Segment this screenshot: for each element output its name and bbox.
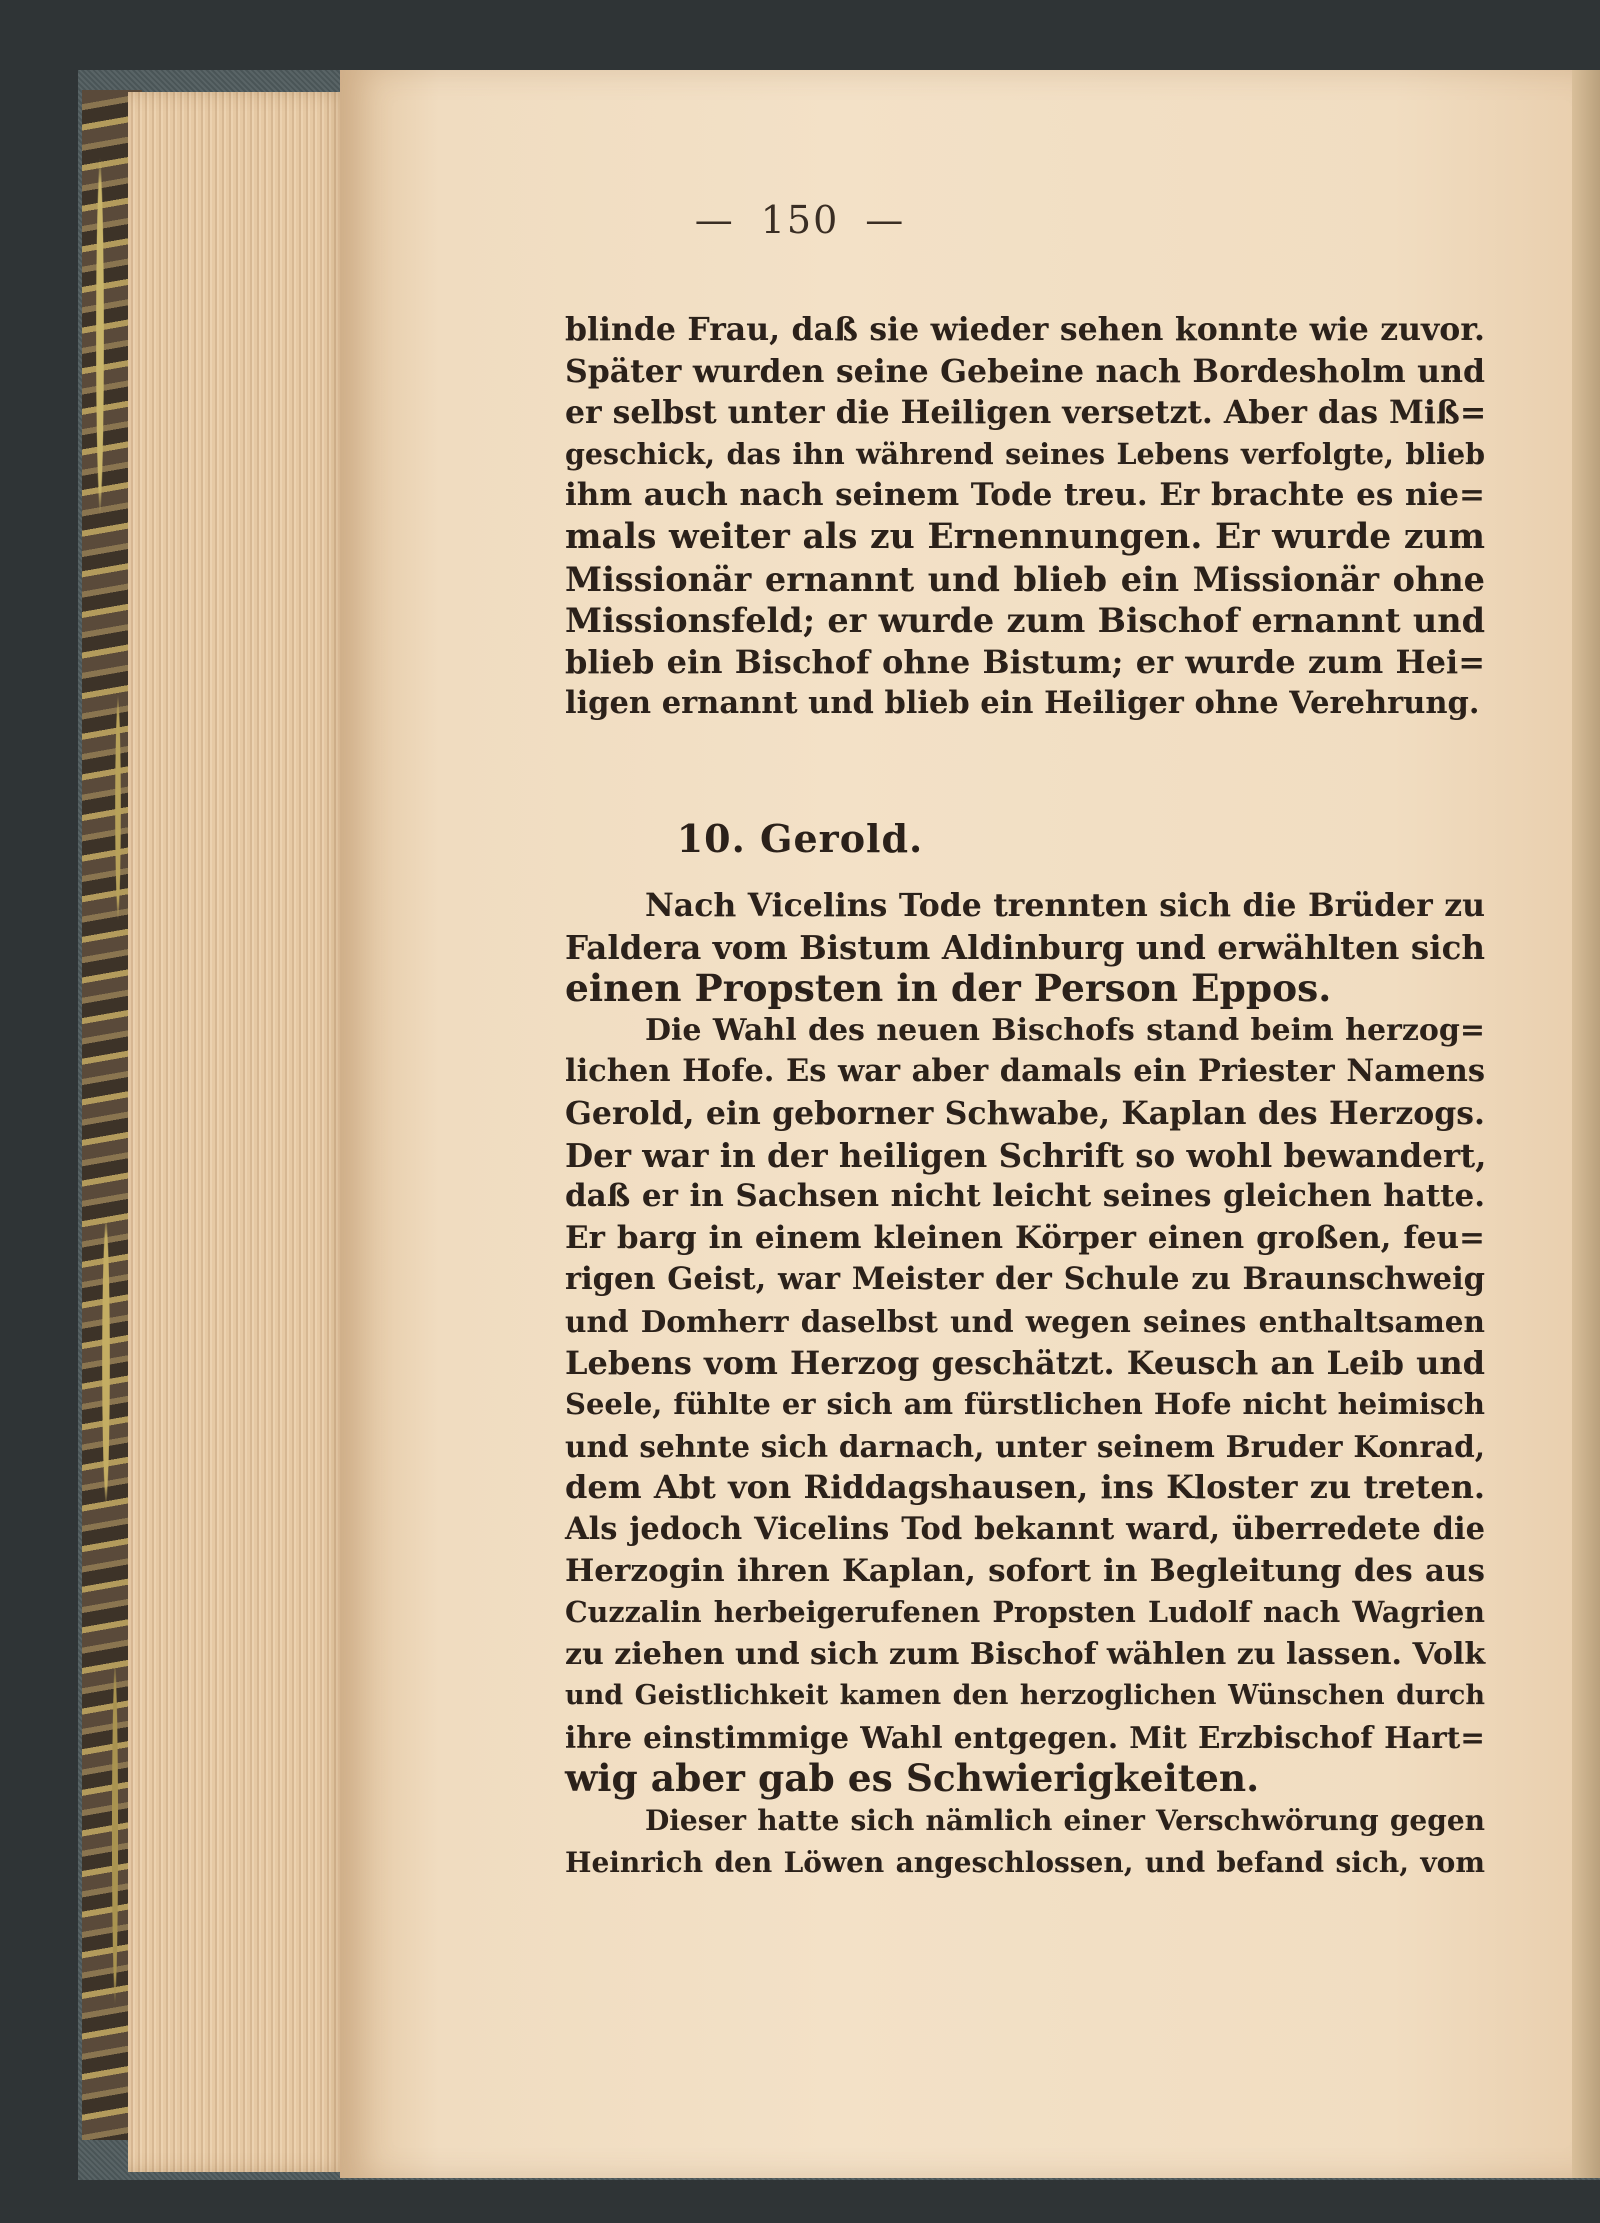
page-number-value: 150 [760, 198, 840, 242]
text-line: wig aber gab es Schwierigkeiten. [565, 1756, 1260, 1801]
paragraph-block-1 [565, 309, 1485, 725]
text-line: Der war in der heiligen Schrift so wohl bewandert, [565, 1135, 1487, 1175]
text-line: geschick, das ihn während seines Lebens verfolgte, blieb [565, 436, 1485, 471]
text-line: Lebens vom Herzog geschätzt. Keusch an Leib und [565, 1343, 1485, 1382]
section-heading: 10. Gerold. [676, 816, 924, 861]
text-line: Gerold, ein geborner Schwabe, Kaplan des Herzogs. [565, 1094, 1485, 1132]
text-line: Missionsfeld; er wurde zum Bischof ernannt und [565, 601, 1485, 641]
text-line: Seele, fühlte er sich am fürstlichen Hofe nicht heimisch [565, 1387, 1485, 1422]
text-line: Cuzzalin herbeigerufenen Propsten Ludolf nach Wagrien [565, 1595, 1485, 1630]
text-line: mals weiter als zu Ernennungen. Er wurde zum [565, 516, 1485, 557]
text-line: und sehnte sich darnach, unter seinem Bruder Konrad, [565, 1428, 1485, 1464]
text-line: Die Wahl des neuen Bischofs stand beim herzog= [645, 1012, 1485, 1048]
page-right-edge [1572, 70, 1600, 2178]
text-line: einen Propsten in der Person Eppos. [565, 966, 1332, 1011]
text-line: und Domherr daselbst und wegen seines enthaltsamen [565, 1303, 1485, 1339]
page-number-dash-left: — [694, 198, 735, 242]
text-line: Als jedoch Vicelins Tod bekannt ward, überredete die [565, 1510, 1485, 1547]
text-line: dem Abt von Riddagshausen, ins Kloster zu treten. [565, 1468, 1485, 1507]
text-line: Faldera vom Bistum Aldinburg und erwählten sich [565, 927, 1485, 967]
text-line: ihre einstimmige Wahl entgegen. Mit Erzbischof Hart= [565, 1719, 1485, 1755]
text-line: Später wurden seine Gebeine nach Bordesholm und [565, 352, 1485, 390]
text-line: lichen Hofe. Es war aber damals ein Priester Namens [565, 1053, 1485, 1090]
page-stack-edges [128, 92, 350, 2172]
text-line: Heinrich den Löwen angeschlossen, und befand sich, vom [565, 1845, 1485, 1879]
text-line: Dieser hatte sich nämlich einer Verschwörung gegen [645, 1804, 1485, 1838]
page-number-dash-right: — [865, 198, 906, 242]
text-line: Missionär ernannt und blieb ein Missionär ohne [565, 559, 1485, 599]
text-line: ihm auch nach seinem Tode treu. Er brachte es nie= [565, 477, 1485, 514]
text-line: blieb ein Bischof ohne Bistum; er wurde zum Hei= [565, 642, 1485, 681]
text-line: rigen Geist, war Meister der Schule zu Braunschweig [565, 1261, 1485, 1298]
text-line: und Geistlichkeit kamen den herzoglichen Wünschen durch [565, 1680, 1485, 1712]
text-line: er selbst unter die Heiligen versetzt. Aber das Miß= [565, 394, 1487, 432]
text-line: Herzogin ihren Kaplan, sofort in Begleitung des aus [565, 1552, 1485, 1589]
text-line: blinde Frau, daß sie wieder sehen konnte wie zuvor. [565, 311, 1485, 348]
text-line: daß er in Sachsen nicht leicht seines gleichen hatte. [565, 1178, 1485, 1215]
text-line: Er barg in einem kleinen Körper einen großen, feu= [565, 1219, 1485, 1256]
text-line: zu ziehen und sich zum Bischof wählen zu lassen. Volk [565, 1636, 1486, 1672]
paragraph-block-2 [565, 885, 1485, 1883]
text-line: ligen ernannt und blieb ein Heiliger ohne Verehrung. [565, 685, 1480, 722]
text-line: Nach Vicelins Tode trennten sich die Brüder zu [645, 887, 1485, 924]
page-number [0, 198, 1600, 242]
